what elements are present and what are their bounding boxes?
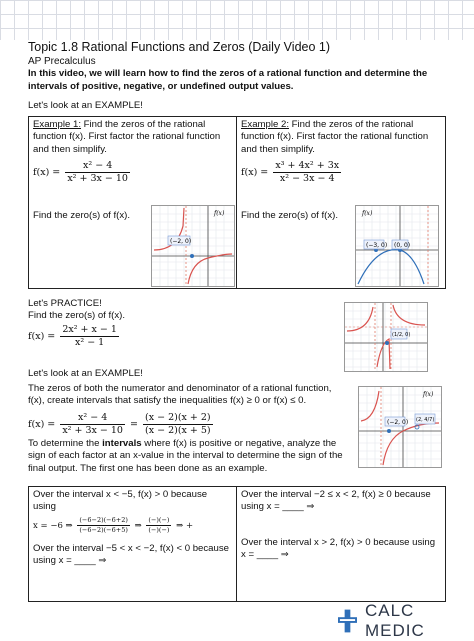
- practice-graph: [344, 302, 428, 372]
- example1-text: Example 1: Find the zeros of the rational function f(x). First factor the rational function and then simplify.: [33, 119, 221, 155]
- interval-cell-4: Over the interval x > 2, f(x) > 0 because using x = ____ ⇒: [241, 537, 436, 561]
- example2-prompt: Find the zero(s) of f(x).: [241, 210, 339, 221]
- example2-graph: [355, 205, 439, 287]
- example1-prompt: Find the zero(s) of f(x).: [33, 210, 131, 221]
- example3-function: f(x) = $\frac{\text{x² − 4}}{\text{x² + 3x − 10}}$ = $\frac{(x - 2)(x + 2)}{(x - 2)(x + 5)}$: [28, 412, 211, 436]
- practice-point-label: (1/2, 0): [392, 332, 411, 338]
- example1-graph-label: f(x): [214, 210, 225, 217]
- example3-graph: [358, 386, 442, 468]
- interval-cell-1-calc: x = −6 ⇒ $\frac{(-6-2)(-6+2)}{(-6-2)(-6+5)}$ ⇒ $\frac{(-)(-)}{(-)(-)}$ ⇒ +: [33, 516, 194, 534]
- medical-cross-icon: [338, 609, 357, 633]
- calc-medic-logo: [338, 601, 474, 641]
- page-title: Topic 1.8 Rational Functions and Zeros (Daily Video 1): [28, 40, 331, 54]
- example3-point-label-2: (2, 4/7): [416, 417, 435, 423]
- grid-paper-background: [0, 0, 474, 40]
- example3-graph-label: f(x): [423, 391, 434, 398]
- intervals-divider: [236, 486, 237, 601]
- example1-graph: [151, 205, 235, 287]
- example-heading-1: Let's look at an EXAMPLE!: [28, 100, 143, 111]
- example1-label: Example 1:: [33, 119, 81, 130]
- interval-cell-3: Over the interval −5 < x < −2, f(x) < 0 because using x = ____ ⇒: [33, 543, 229, 567]
- example2-point-label-2: (0, 0): [394, 242, 411, 249]
- example2-graph-label: f(x): [362, 210, 373, 217]
- example2-label: Example 2:: [241, 119, 289, 130]
- example-heading-2: Let's look at an EXAMPLE!: [28, 368, 143, 379]
- brand-name: CALC MEDIC: [364, 601, 425, 640]
- example2-point-label-1: (−3, 0): [366, 242, 388, 249]
- interval-cell-1: Over the interval x < −5, f(x) > 0 because using: [33, 489, 208, 513]
- example3-point-label-1: (−2, 0): [387, 419, 409, 426]
- practice-prompt: Find the zero(s) of f(x).: [28, 310, 126, 321]
- practice-heading: Let's PRACTICE!: [28, 298, 102, 309]
- interval-cell-2: Over the interval −2 ≤ x < 2, f(x) ≥ 0 because using x = ____ ⇒: [241, 489, 431, 513]
- example3-determine-text: To determine the intervals where f(x) is positive or negative, analyze the sign of each factor at an x-value in the interval to determine the sign of the final output. The first one has been done as an example.: [28, 438, 343, 474]
- intro-text: In this video, we will learn how to find the zeros of a rational function and determine the intervals of positive, negative, or undefined output values.: [28, 68, 428, 92]
- example2-function: f(x) = $\frac{\text{x³ + 4x² + 3x}}{\text{x² − 3x − 4}}$: [241, 160, 340, 184]
- example2-text: Example 2: Find the zeros of the rational function f(x). First factor the rational function and then simplify.: [241, 119, 429, 155]
- course-name: AP Precalculus: [28, 56, 96, 67]
- example3-text: The zeros of both the numerator and denominator of a rational function, f(x), create intervals that satisfy the inequalities f(x) ≥ 0 or f(x) ≤ 0.: [28, 383, 332, 407]
- practice-function: f(x) = $\frac{\text{2x² + x − 1}}{\text{x² − 1}}$: [28, 324, 117, 348]
- example1-function: f(x) = $\frac{\text{x² − 4}}{\text{x² + 3x − 10}}$: [33, 160, 128, 184]
- example1-point-label: (−2, 0): [170, 238, 192, 245]
- examples-divider: [236, 116, 237, 288]
